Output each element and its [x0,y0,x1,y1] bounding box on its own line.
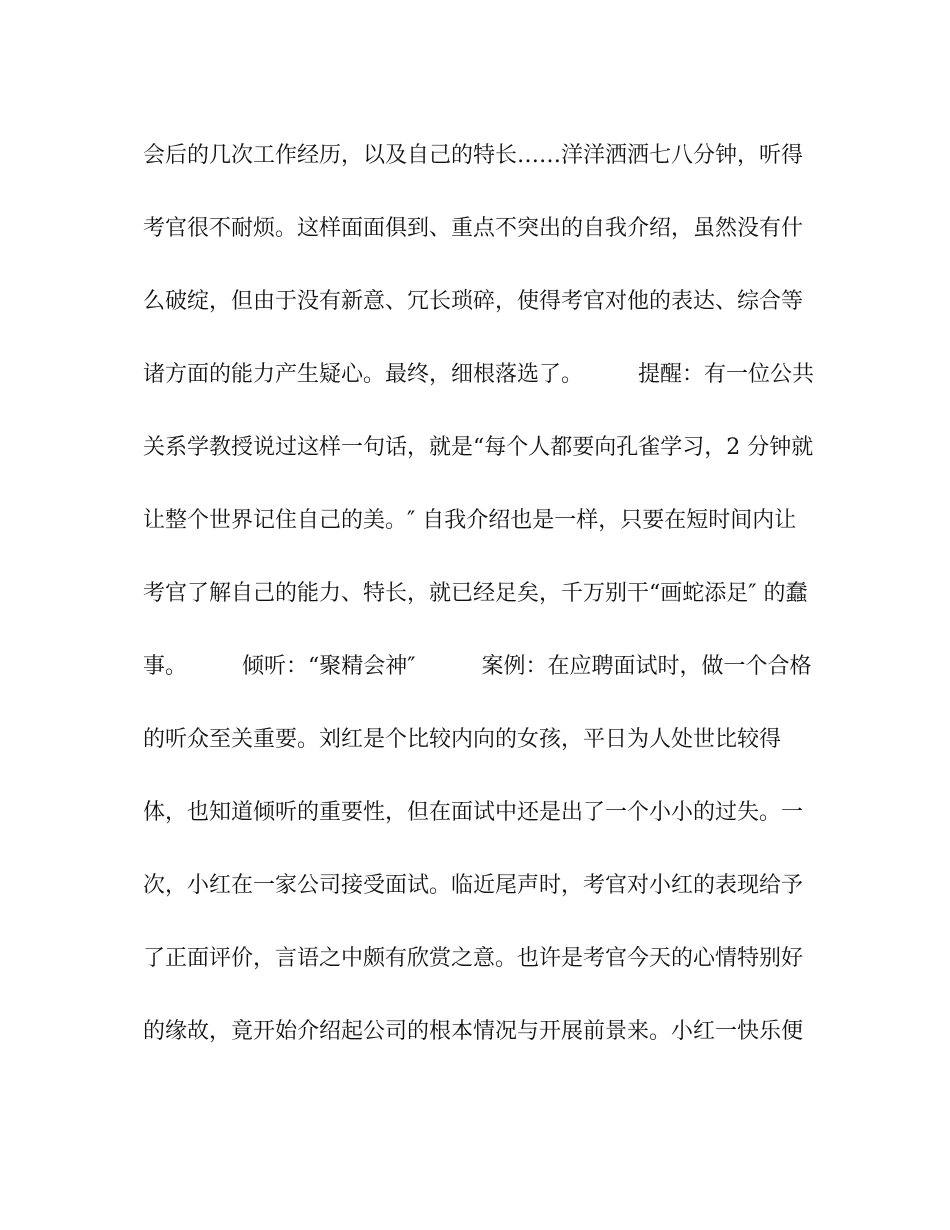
text-line: 么破绽，但由于没有新意、冗长琐碎，使得考官对他的表达、综合等 [143,289,804,314]
text-line: 让整个世界记住自己的美。″ 自我介绍也是一样，只要在短时间内让 [143,508,797,533]
text-line: 考官了解自己的能力、特长，就已经足矣，千万别干“画蛇添足″ 的蠢 [143,581,808,606]
text-line: 体，也知道倾听的重要性，但在面试中还是出了一个小小的过失。一 [143,800,804,825]
text-line: 的听众至关重要。刘红是个比较内向的女孩，平日为人处世比较得 [143,727,782,752]
text-line: 次，小红在一家公司接受面试。临近尾声时，考官对小红的表现给予 [143,873,804,898]
text-line: 了正面评价，言语之中颇有欣赏之意。也许是考官今天的心情特别好 [143,946,804,971]
text-line: 关系学教授说过这样一句话，就是“每个人都要向孔雀学习，2 分钟就 [143,435,814,460]
text-line: 的缘故，竟开始介绍起公司的根本情况与开展前景来。小红一快乐便 [143,1019,804,1044]
body-text [143,132,823,1081]
text-line: 考官很不耐烦。这样面面俱到、重点不突出的自我介绍，虽然没有什 [143,216,804,241]
text-line: 事。 倾听：“聚精会神″ 案例：在应聘面试时，做一个合格 [143,654,812,679]
text-line: 诸方面的能力产生疑心。最终，细根落选了。 提醒：有一位公共 [143,362,815,387]
text-line: 会后的几次工作经历，以及自己的特长……洋洋洒洒七八分钟，听得 [143,143,804,168]
